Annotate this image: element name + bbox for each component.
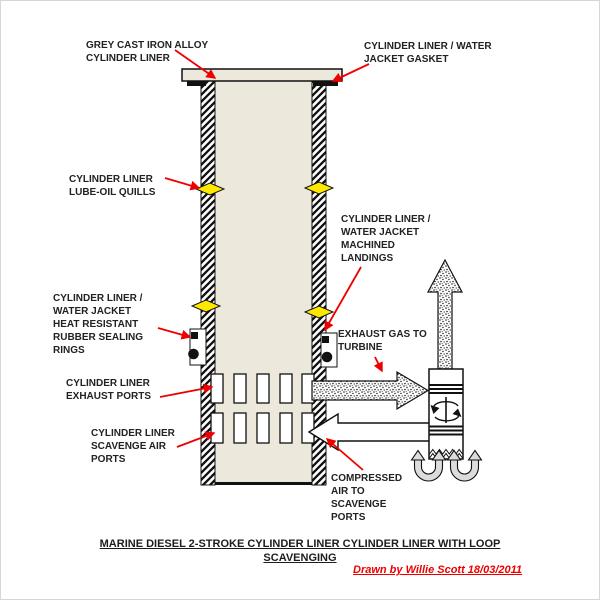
label-line: PORTS: [331, 512, 366, 523]
title-text-1: MARINE DIESEL 2-STROKE CYLINDER LINER CYLINDER LINER WITH LOOP: [99, 538, 501, 550]
exhaust-port: [280, 374, 292, 403]
label-line: CYLINDER LINER: [69, 174, 153, 185]
diagram-title: [1, 538, 599, 565]
compressed-air-arrow: [309, 414, 430, 450]
label-line: RUBBER SEALING: [53, 332, 144, 343]
scavenge-port: [280, 413, 292, 443]
label-line: CYLINDER LINER: [66, 378, 150, 389]
label-line: AIR TO: [331, 486, 365, 497]
label-line: CYLINDER LINER: [86, 53, 170, 64]
label-line: COMPRESSED: [331, 473, 403, 484]
intake-arrowhead: [412, 451, 425, 461]
pointer-sealing-rings: [158, 328, 190, 337]
sealing-ring-dot: [188, 349, 199, 360]
label-line: LANDINGS: [341, 253, 394, 264]
label-grey-cast-iron: [86, 39, 208, 65]
label-line: WATER JACKET: [341, 227, 420, 238]
exhaust-port: [257, 374, 269, 403]
intake-arrowhead: [469, 451, 482, 461]
scavenge-port: [302, 413, 314, 443]
label-compressed-air: [331, 472, 402, 524]
sealing-ring-dot: [191, 332, 198, 339]
label-line: WATER JACKET: [53, 306, 132, 317]
scavenge-port: [211, 413, 223, 443]
label-line: CYLINDER LINER: [91, 428, 175, 439]
label-line: MACHINED: [341, 240, 395, 251]
label-line: TURBINE: [338, 342, 383, 353]
title-line: [1, 552, 599, 566]
exhaust-port: [211, 374, 223, 403]
pointer-exhaust-gas: [375, 357, 382, 371]
label-line: GREY CAST IRON ALLOY: [86, 40, 209, 51]
sealing-ring-dot: [322, 336, 329, 343]
title-line: [1, 538, 599, 552]
label-sealing-rings: [53, 292, 143, 357]
title-text-2: SCAVENGING: [263, 551, 337, 564]
cylinder-bottom-edge: [201, 482, 326, 485]
exhaust-gas-flow-arrow: [312, 372, 428, 409]
label-line: CYLINDER LINER /: [53, 293, 143, 304]
label-line: SCAVENGE: [331, 499, 387, 510]
label-lube-oil-quills: [69, 173, 155, 199]
label-line: CYLINDER LINER / WATER: [364, 41, 492, 52]
label-water-jacket-gasket: [364, 40, 492, 66]
pointer-compressed-air: [327, 439, 363, 470]
label-line: HEAT RESISTANT: [53, 319, 139, 330]
scavenge-port: [234, 413, 246, 443]
label-exhaust-ports: [66, 377, 151, 403]
label-machined-landings: [341, 213, 430, 265]
intake-hook-right: [451, 459, 479, 481]
exhaust-riser-arrow: [428, 260, 462, 369]
label-line: CYLINDER LINER /: [341, 214, 431, 225]
label-line: LUBE-OIL QUILLS: [69, 187, 156, 198]
exhaust-port: [234, 374, 246, 403]
label-line: PORTS: [91, 454, 126, 465]
sealing-rings-right: [321, 333, 337, 367]
pointer-machined-landings: [325, 267, 361, 330]
sealing-rings-left: [188, 329, 206, 365]
label-scavenge-ports: [91, 427, 175, 466]
label-line: JACKET GASKET: [364, 54, 449, 65]
pointer-lube-oil-quills: [165, 178, 199, 188]
credit-text: Drawn by Willie Scott 18/03/2011: [353, 564, 523, 576]
sealing-ring-dot: [322, 352, 333, 363]
label-line: SCAVENGE AIR: [91, 441, 167, 452]
label-line: EXHAUST GAS TO: [338, 329, 427, 340]
label-line: RINGS: [53, 345, 85, 356]
label-exhaust-gas: [338, 328, 427, 354]
label-line: EXHAUST PORTS: [66, 391, 152, 402]
intake-hook-left: [415, 459, 443, 481]
scavenge-port: [257, 413, 269, 443]
